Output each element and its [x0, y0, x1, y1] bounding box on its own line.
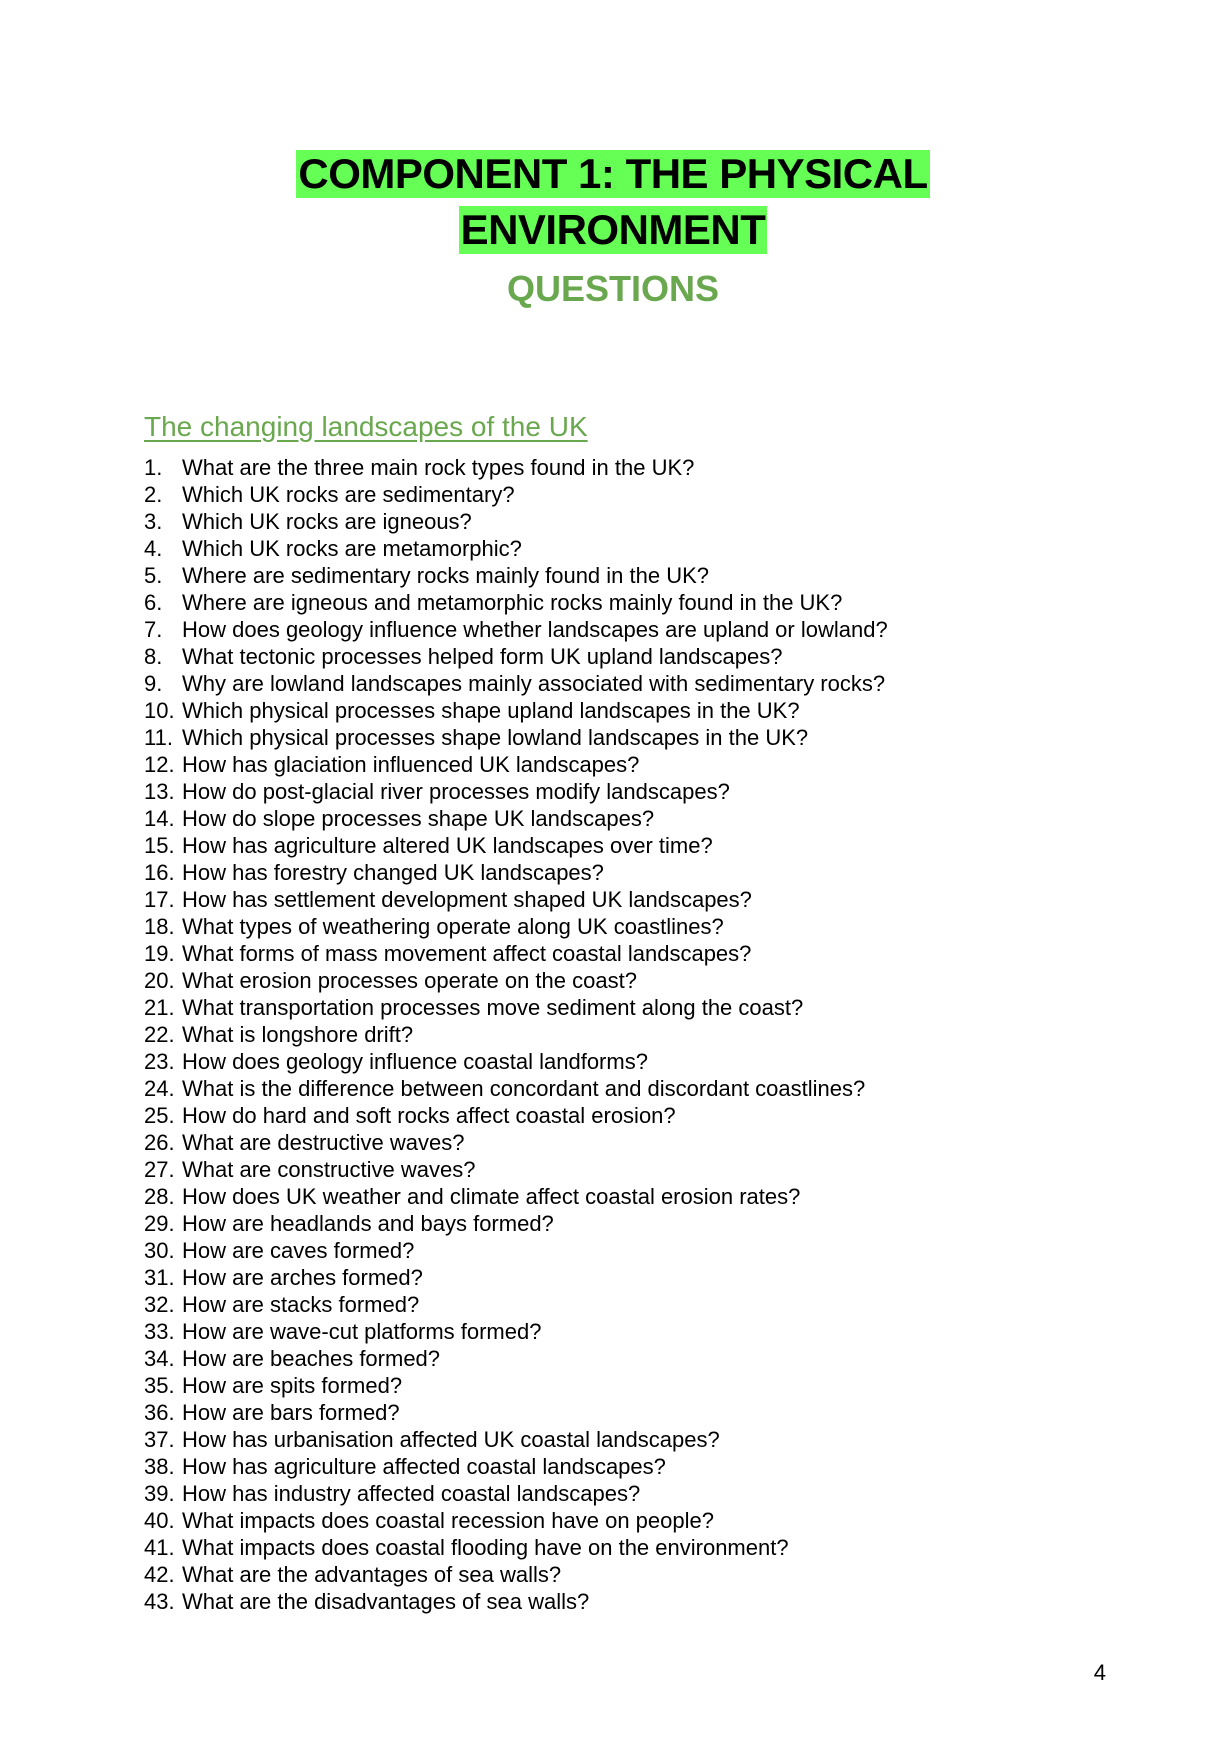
document-title: [0, 150, 1226, 254]
question-number: 12.: [144, 752, 175, 777]
question-number: 38.: [144, 1454, 175, 1479]
question-number: 7.: [144, 617, 163, 642]
question-text: How has glaciation influenced UK landscapes?: [182, 752, 640, 777]
question-number: 8.: [144, 644, 163, 669]
question-text: What tectonic processes helped form UK upland landscapes?: [182, 644, 783, 669]
question-text: How has urbanisation affected UK coastal landscapes?: [182, 1427, 720, 1452]
title-line-1: COMPONENT 1: THE PHYSICAL: [298, 150, 928, 197]
question-item: [144, 994, 888, 1021]
question-item: [144, 697, 888, 724]
title-line-2: ENVIRONMENT: [460, 206, 766, 253]
question-number: 22.: [144, 1022, 175, 1047]
question-text: How are spits formed?: [182, 1373, 403, 1398]
question-text: How are arches formed?: [182, 1265, 423, 1290]
question-text: How are bars formed?: [182, 1400, 400, 1425]
question-text: How are wave-cut platforms formed?: [182, 1319, 542, 1344]
question-text: What erosion processes operate on the coast?: [182, 968, 637, 993]
question-text: How do post-glacial river processes modify landscapes?: [182, 779, 730, 804]
question-item: [144, 535, 888, 562]
question-text: How are caves formed?: [182, 1238, 415, 1263]
question-number: 17.: [144, 887, 175, 912]
question-number: 15.: [144, 833, 175, 858]
question-item: [144, 1372, 888, 1399]
question-text: How has industry affected coastal landscapes?: [182, 1481, 641, 1506]
question-item: [144, 1561, 888, 1588]
question-text: How does UK weather and climate affect coastal erosion rates?: [182, 1184, 801, 1209]
question-item: [144, 1291, 888, 1318]
question-item: [144, 1210, 888, 1237]
question-item: [144, 1021, 888, 1048]
question-item: [144, 670, 888, 697]
question-number: 1.: [144, 455, 163, 480]
question-text: What are destructive waves?: [182, 1130, 465, 1155]
question-text: How has forestry changed UK landscapes?: [182, 860, 604, 885]
question-text: Where are sedimentary rocks mainly found in the UK?: [182, 563, 710, 588]
question-number: 19.: [144, 941, 175, 966]
question-item: [144, 1264, 888, 1291]
question-item: [144, 1075, 888, 1102]
question-item: [144, 1507, 888, 1534]
question-number: 37.: [144, 1427, 175, 1452]
question-item: [144, 778, 888, 805]
question-item: [144, 724, 888, 751]
question-item: [144, 859, 888, 886]
question-list: [144, 454, 888, 1615]
document-subtitle: QUESTIONS: [506, 268, 720, 309]
question-number: 43.: [144, 1589, 175, 1614]
question-text: What is the difference between concordant and discordant coastlines?: [182, 1076, 866, 1101]
question-number: 40.: [144, 1508, 175, 1533]
question-text: What transportation processes move sediment along the coast?: [182, 995, 804, 1020]
question-text: What impacts does coastal recession have on people?: [182, 1508, 714, 1533]
question-text: How are headlands and bays formed?: [182, 1211, 554, 1236]
question-item: [144, 1237, 888, 1264]
question-text: Which UK rocks are metamorphic?: [182, 536, 522, 561]
question-number: 25.: [144, 1103, 175, 1128]
question-number: 10.: [144, 698, 175, 723]
question-item: [144, 1453, 888, 1480]
question-text: How has settlement development shaped UK landscapes?: [182, 887, 752, 912]
question-item: [144, 1183, 888, 1210]
question-text: What are the three main rock types found in the UK?: [182, 455, 695, 480]
question-number: 29.: [144, 1211, 175, 1236]
question-item: [144, 1102, 888, 1129]
question-number: 34.: [144, 1346, 175, 1371]
question-text: What types of weathering operate along UK coastlines?: [182, 914, 724, 939]
question-number: 18.: [144, 914, 175, 939]
question-text: Which physical processes shape upland landscapes in the UK?: [182, 698, 800, 723]
question-text: What are the advantages of sea walls?: [182, 1562, 562, 1587]
question-text: How does geology influence coastal landforms?: [182, 1049, 648, 1074]
question-item: [144, 643, 888, 670]
question-text: Which physical processes shape lowland landscapes in the UK?: [182, 725, 809, 750]
question-text: Which UK rocks are sedimentary?: [182, 482, 515, 507]
question-item: [144, 508, 888, 535]
question-number: 20.: [144, 968, 175, 993]
question-number: 21.: [144, 995, 175, 1020]
question-number: 42.: [144, 1562, 175, 1587]
question-text: Which UK rocks are igneous?: [182, 509, 472, 534]
question-number: 30.: [144, 1238, 175, 1263]
question-text: Why are lowland landscapes mainly associated with sedimentary rocks?: [182, 671, 886, 696]
question-text: How are stacks formed?: [182, 1292, 420, 1317]
question-number: 16.: [144, 860, 175, 885]
question-number: 26.: [144, 1130, 175, 1155]
question-number: 27.: [144, 1157, 175, 1182]
question-text: What are the disadvantages of sea walls?: [182, 1589, 590, 1614]
question-number: 32.: [144, 1292, 175, 1317]
question-item: [144, 589, 888, 616]
question-number: 39.: [144, 1481, 175, 1506]
question-text: How does geology influence whether landscapes are upland or lowland?: [182, 617, 888, 642]
question-text: What is longshore drift?: [182, 1022, 414, 1047]
question-item: [144, 1426, 888, 1453]
question-number: 9.: [144, 671, 163, 696]
question-number: 35.: [144, 1373, 175, 1398]
question-number: 28.: [144, 1184, 175, 1209]
question-item: [144, 1480, 888, 1507]
question-item: [144, 913, 888, 940]
question-number: 4.: [144, 536, 163, 561]
question-text: How has agriculture altered UK landscapes over time?: [182, 833, 713, 858]
question-number: 13.: [144, 779, 175, 804]
question-number: 5.: [144, 563, 163, 588]
question-item: [144, 1156, 888, 1183]
question-text: What are constructive waves?: [182, 1157, 476, 1182]
question-text: How are beaches formed?: [182, 1346, 441, 1371]
question-number: 6.: [144, 590, 163, 615]
question-item: [144, 454, 888, 481]
question-number: 2.: [144, 482, 163, 507]
question-item: [144, 1129, 888, 1156]
question-number: 23.: [144, 1049, 175, 1074]
question-number: 41.: [144, 1535, 175, 1560]
question-item: [144, 1048, 888, 1075]
page-number: 4: [1093, 1660, 1106, 1685]
question-number: 31.: [144, 1265, 175, 1290]
question-item: [144, 751, 888, 778]
question-item: [144, 1534, 888, 1561]
question-item: [144, 1345, 888, 1372]
question-item: [144, 832, 888, 859]
question-item: [144, 805, 888, 832]
question-number: 33.: [144, 1319, 175, 1344]
question-item: [144, 616, 888, 643]
question-item: [144, 886, 888, 913]
question-item: [144, 967, 888, 994]
question-item: [144, 1318, 888, 1345]
question-number: 36.: [144, 1400, 175, 1425]
question-text: How has agriculture affected coastal landscapes?: [182, 1454, 666, 1479]
question-item: [144, 562, 888, 589]
question-item: [144, 940, 888, 967]
question-text: How do slope processes shape UK landscapes?: [182, 806, 655, 831]
question-number: 11.: [144, 725, 173, 750]
question-text: What forms of mass movement affect coastal landscapes?: [182, 941, 752, 966]
question-text: What impacts does coastal flooding have on the environment?: [182, 1535, 789, 1560]
question-item: [144, 1399, 888, 1426]
question-text: How do hard and soft rocks affect coastal erosion?: [182, 1103, 676, 1128]
question-text: Where are igneous and metamorphic rocks mainly found in the UK?: [182, 590, 843, 615]
question-number: 24.: [144, 1076, 175, 1101]
question-number: 14.: [144, 806, 175, 831]
question-item: [144, 481, 888, 508]
question-number: 3.: [144, 509, 163, 534]
section-heading: The changing landscapes of the UK: [144, 411, 588, 442]
question-item: [144, 1588, 888, 1615]
